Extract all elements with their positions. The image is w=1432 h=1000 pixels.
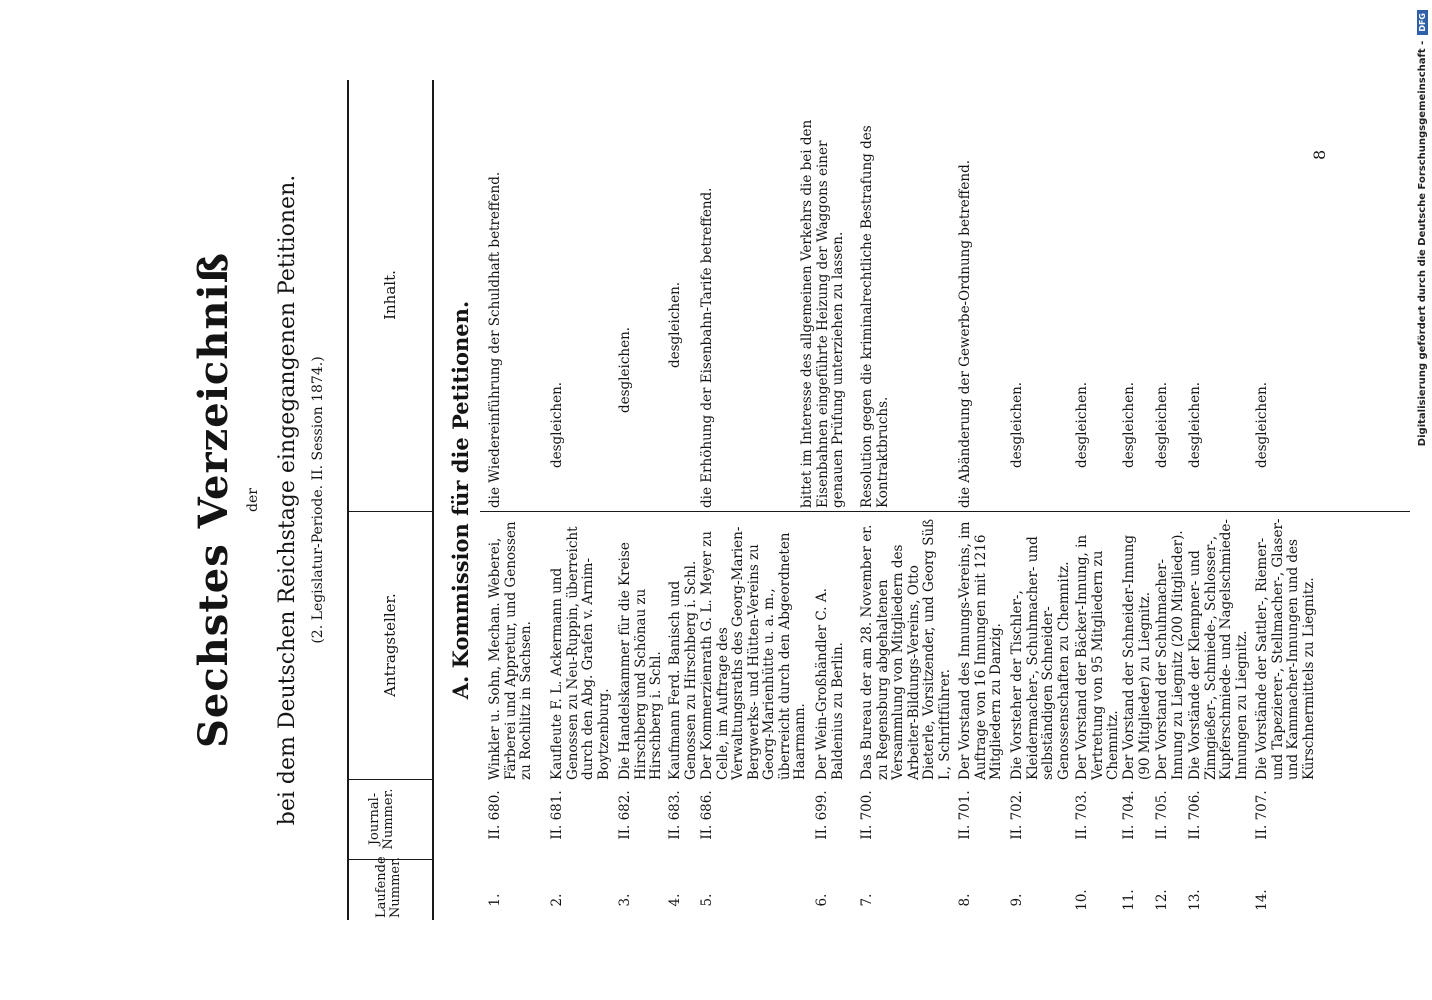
row-inhalt: desgleichen. [617, 326, 633, 413]
row-inhalt: die Erhöhung der Eisenbahn-Tarife betreffend. [699, 187, 715, 508]
row-journal: II. 704. [1121, 790, 1137, 840]
row-journal: II. 699. [814, 790, 830, 840]
row-journal: II. 707. [1254, 790, 1270, 840]
row-number: 5. [699, 893, 715, 907]
document-subtitle: bei dem Deutschen Reichstage eingegangenen Petitionen. [275, 174, 300, 826]
row-journal: II. 681. [549, 790, 565, 840]
row-number: 13. [1187, 889, 1203, 911]
row-number: 11. [1121, 889, 1137, 911]
row-inhalt: desgleichen. [1254, 381, 1270, 468]
header-antragsteller: Antragsteller. [381, 593, 399, 697]
row-antragsteller: Die Vorstände der Sattler-, Riemer- und Tapezierer-, Stellmacher-, Glaser- und Kammacher-Innungen und des Kürschnermittels zu Liegnitz. [1254, 518, 1317, 780]
document-title: Sechstes Verzeichniß [190, 252, 237, 749]
header-journal-nummer [368, 780, 396, 858]
row-antragsteller: Der Vorstand des Innungs-Vereins, im Auftrage von 16 Innungen mit 1216 Mitgliedern zu Danzig. [957, 521, 1004, 780]
row-number: 10. [1074, 889, 1090, 911]
header-journal-2: Nummer. [381, 788, 396, 850]
table-header-rule [432, 80, 434, 920]
row-journal: II. 682. [617, 790, 633, 840]
row-antragsteller: Der Vorstand der Schuhmacher-Innung zu Liegnitz (200 Mitglieder). [1154, 530, 1186, 780]
row-journal: II. 706. [1187, 790, 1203, 840]
row-antragsteller: Das Bureau der am 28. November er. zu Regensburg abgehaltenen Versammlung von Mitgliedern des Arbeiter-Bildungs-Vereins, Otto Dieterle, Vorsitzender, und Georg Süß I., Schriftführer. [859, 518, 953, 780]
row-inhalt: die Abänderung der Gewerbe-Ordnung betreffend. [957, 159, 973, 508]
dfg-logo: DFG [1417, 10, 1428, 35]
row-journal: II. 702. [1009, 790, 1025, 840]
row-antragsteller: Kaufmann Ferd. Banisch und Genossen zu Hirschberg i. Schl. [667, 560, 699, 780]
row-antragsteller: Der Kommerzienrath G. L. Meyer zu Celle, im Auftrage des Verwaltungsraths des Georg-Marien-Bergwerks- und Hütten-Vereins zu Georg-Marienhütte u. a. m., überreicht durch den Abgeordneten Haarmann. [699, 526, 808, 780]
row-antragsteller: Winkler u. Sohn, Mechan. Weberei, Färberei und Appretur, und Genossen zu Rochlitz in Sachsen. [487, 521, 534, 780]
row-antragsteller: Der Vorstand der Bäcker-Innung, in Vertretung von 95 Mitgliedern zu Chemnitz. [1074, 534, 1121, 780]
legislature-period: (2. Legislatur-Periode. II. Session 1874.) [310, 356, 326, 644]
row-number: 12. [1154, 889, 1170, 911]
row-journal: II. 680. [487, 790, 503, 840]
row-inhalt: desgleichen. [1074, 381, 1090, 468]
header-laufende-2: Nummer. [388, 856, 403, 918]
row-journal: II. 686. [699, 790, 715, 840]
row-inhalt: desgleichen. [1121, 381, 1137, 468]
row-number: 9. [1009, 893, 1025, 907]
header-laufende-nummer [374, 856, 403, 918]
row-number: 6. [814, 893, 830, 907]
row-inhalt: desgleichen. [549, 381, 565, 468]
row-number: 1. [487, 893, 503, 907]
row-antragsteller: Der Vorstand der Schneider-Innung (90 Mitglieder) zu Liegnitz. [1121, 535, 1153, 780]
row-number: 7. [859, 893, 875, 907]
row-antragsteller: Die Vorstände der Klempner- und Zinngießer-, Schmiede-, Schlosser-, Kupferschmiede- und Nagelschmiede-Innungen zu Liegnitz. [1187, 519, 1250, 780]
header-inhalt: Inhalt. [381, 270, 399, 320]
row-journal: II. 700. [859, 790, 875, 840]
row-journal: II. 705. [1154, 790, 1170, 840]
row-journal: II. 701. [957, 790, 973, 840]
row-number: 2. [549, 893, 565, 907]
row-journal: II. 683. [667, 790, 683, 840]
digitization-caption-text: Digitalisierung gefördert durch die Deutsche Forschungsgemeinschaft - [1416, 40, 1428, 447]
row-journal: II. 703. [1074, 790, 1090, 840]
row-inhalt: desgleichen. [1187, 381, 1203, 468]
row-inhalt: desgleichen. [667, 281, 683, 368]
row-number: 8. [957, 893, 973, 907]
row-inhalt: bittet im Interesse des allgemeinen Verkehrs die bei den Eisenbahnen eingeführte Heizung der Waggons einer genauen Prüfung unterziehen zu lassen. [799, 119, 846, 508]
row-inhalt: die Wiedereinführung der Schuldhaft betreffend. [487, 171, 503, 508]
header-journal: Journal- [367, 792, 382, 846]
row-inhalt: desgleichen. [1009, 381, 1025, 468]
row-inhalt: desgleichen. [1154, 381, 1170, 468]
section-heading: A. Kommission für die Petitionen. [448, 300, 473, 700]
row-antragsteller: Der Wein-Großhändler C. A. Baldenius zu Berlin. [814, 588, 846, 780]
title-connector: der [245, 488, 261, 512]
table-top-rule [347, 80, 349, 920]
row-antragsteller: Die Vorsteher der Tischler-, Kleidermacher-, Schuhmacher- und selbständigen Schneider-Genossenschaften zu Chemnitz. [1009, 536, 1072, 780]
row-number: 3. [617, 893, 633, 907]
header-laufende: Laufende [374, 856, 389, 918]
row-number: 14. [1254, 889, 1270, 911]
page-number: 8 [1310, 149, 1329, 160]
row-number: 4. [667, 893, 683, 907]
digitization-caption [1412, 10, 1432, 990]
body-col-divider [480, 511, 1410, 512]
row-antragsteller: Die Handelskammer für die Kreise Hirschberg und Schönau zu Hirschberg i. Schl. [617, 542, 664, 780]
row-inhalt: Resolution gegen die kriminalrechtliche Bestrafung des Kontraktbruchs. [859, 125, 891, 508]
row-antragsteller: Kaufleute F. L. Ackermann und Genossen zu Neu-Ruppin, überreicht durch den Abg. Grafen v. Arnim-Boytzenburg. [549, 526, 612, 780]
